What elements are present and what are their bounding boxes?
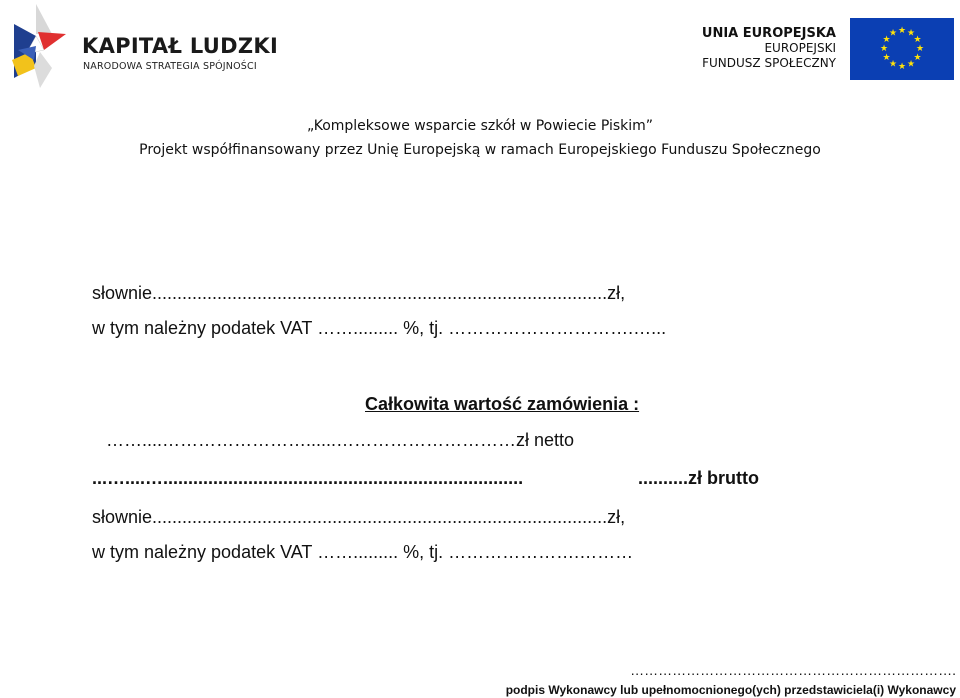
kapital-ludzki-title: KAPITAŁ LUDZKI [82,34,279,58]
svg-text:★: ★ [915,44,925,54]
svg-text:★: ★ [897,26,907,36]
kapital-ludzki-subtitle: NARODOWA STRATEGIA SPÓJNOŚCI [83,61,257,72]
total-vat: w tym należny podatek VAT ……......... %, tj. ………………….……… [92,542,634,562]
eu-logo-text [702,26,836,71]
eu-flag-icon [850,18,954,80]
svg-text:★: ★ [897,62,907,72]
svg-text:★: ★ [888,28,898,39]
svg-text:★: ★ [879,44,889,54]
total-brutto-value: ...…....…........................................................................ [92,468,524,488]
eu-line-2: EUROPEJSKI [764,41,836,55]
block1-slownie: słownie...........................................................................................zł, [92,283,626,303]
svg-text:★: ★ [882,53,891,63]
svg-text:★: ★ [913,53,922,63]
project-cofinancing: Projekt współfinansowany przez Unię Europejską w ramach Europejskiego Funduszu Społecznego [139,142,821,158]
signature-label: podpis Wykonawcy lub upełnomocnionego(ych) przedstawiciela(i) Wykonawcy [505,683,956,697]
total-netto: ……....……………………......…………………………zł netto [106,430,575,450]
total-brutto-label: ..........zł brutto [638,468,759,488]
svg-text:★: ★ [888,59,898,70]
signature-dots: ……………………………………………………………. [630,662,956,678]
eu-line-3: FUNDUSZ SPOŁECZNY [702,56,836,70]
svg-text:★: ★ [913,35,922,45]
eu-line-1: UNIA EUROPEJSKA [701,26,836,41]
total-heading: Całkowita wartość zamówienia : [365,394,640,414]
kapital-ludzki-star-icon [6,4,76,92]
svg-text:★: ★ [882,35,891,45]
svg-text:★: ★ [906,28,916,39]
block1-vat: w tym należny podatek VAT ……......... %, tj. ………………………….…... [92,318,667,338]
kapital-ludzki-logo [6,4,279,92]
project-title: „Kompleksowe wsparcie szkół w Powiecie Piskim” [306,118,654,134]
svg-text:★: ★ [906,59,916,70]
total-slownie: słownie...........................................................................................zł, [92,507,626,527]
